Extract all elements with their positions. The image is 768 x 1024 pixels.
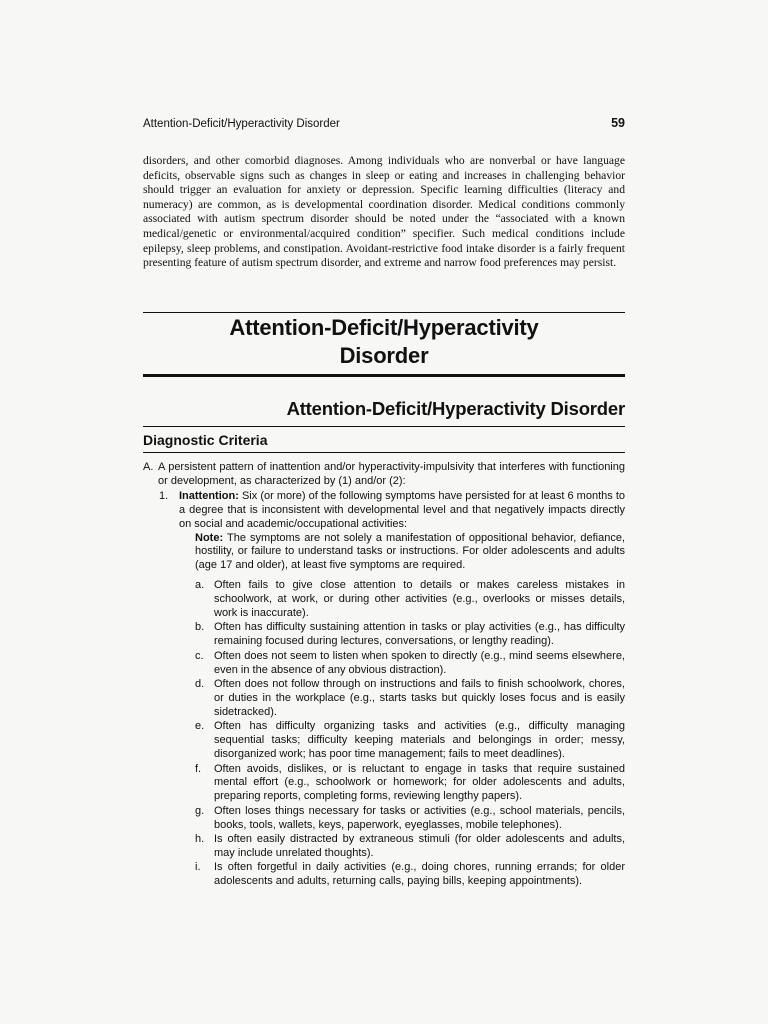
criterion-note: [195, 532, 625, 574]
symptom-marker: e.: [195, 720, 205, 733]
criteria-heading-rule: [143, 452, 625, 453]
criterion-marker: 1.: [159, 489, 169, 502]
disorder-title-rule: [143, 426, 625, 427]
criteria-heading: Diagnostic Criteria: [143, 432, 268, 448]
symptom-item: [195, 720, 625, 762]
symptom-text: Often avoids, dislikes, or is reluctant to engage in tasks that require sustained mental effort (e.g., schoolwork or homework; for older adolescents and adults, preparing reports, completing forms, reviewing lengthy papers).: [214, 762, 625, 803]
symptom-list: [195, 579, 625, 889]
symptom-marker: i.: [195, 861, 201, 874]
symptom-marker: a.: [195, 579, 205, 592]
note-text: The symptoms are not solely a manifestation of oppositional behavior, defiance, hostility, or failure to understand tasks or instructions. For older adolescents and adults (age 17 and older), at least five symptoms are required.: [195, 531, 625, 572]
symptom-marker: d.: [195, 678, 205, 691]
symptom-item: [195, 579, 625, 621]
chapter-bottom-rule: [143, 374, 625, 377]
criterion-a: [143, 461, 625, 489]
criterion-marker: A.: [143, 461, 154, 473]
symptom-marker: b.: [195, 621, 205, 634]
symptom-item: [195, 805, 625, 833]
symptom-item: [195, 621, 625, 649]
symptom-text: Often fails to give close attention to details or makes careless mistakes in schoolwork, at work, or during other activities (e.g., overlooks or misses details, work is inaccurate).: [214, 579, 625, 620]
symptom-item: [195, 678, 625, 720]
symptom-text: Often does not follow through on instructions and fails to finish schoolwork, chores, or duties in the workplace (e.g., starts tasks but quickly loses focus and is easily sidetracked).: [214, 678, 625, 718]
criteria-body: [143, 461, 625, 890]
running-header: [143, 116, 625, 130]
symptom-text: Is often easily distracted by extraneous stimuli (for older adolescents and adults, may include unrelated thoughts).: [214, 833, 625, 859]
note-label: Note:: [195, 531, 224, 544]
symptom-item: [195, 833, 625, 861]
symptom-text: Often loses things necessary for tasks or activities (e.g., school materials, pencils, books, tools, wallets, keys, paperwork, eyeglasses, mobile telephones).: [214, 804, 625, 831]
symptom-marker: g.: [195, 804, 205, 817]
chapter-title: [143, 314, 625, 370]
symptom-marker: f.: [195, 762, 202, 775]
page-number: 59: [611, 116, 625, 130]
symptom-item: [195, 763, 625, 805]
chapter-title-line1: Attention-Deficit/Hyperactivity: [229, 315, 539, 340]
running-header-title: Attention-Deficit/Hyperactivity Disorder: [143, 118, 340, 130]
criterion-label: Inattention:: [179, 489, 239, 502]
symptom-text: Often does not seem to listen when spoken to directly (e.g., mind seems elsewhere, even in the absence of any obvious distraction).: [214, 649, 625, 676]
symptom-item: [195, 861, 625, 889]
criterion-text: A persistent pattern of inattention and/or hyperactivity-impulsivity that interferes with functioning or development, as characterized by (1) and/or (2):: [158, 461, 625, 487]
symptom-marker: h.: [195, 833, 205, 846]
disorder-title: Attention-Deficit/Hyperactivity Disorder: [286, 398, 625, 419]
symptom-text: Often has difficulty organizing tasks and activities (e.g., difficulty managing sequential tasks; difficulty keeping materials and belongings in order; messy, disorganized work; has poor time management; fails to meet deadlines).: [214, 720, 625, 761]
criterion-text: Six (or more) of the following symptoms have persisted for at least 6 months to a degree that is inconsistent with developmental level and that negatively impacts directly on social and academic/occupational activities:: [179, 489, 625, 530]
intro-paragraph: disorders, and other comorbid diagnoses. Among individuals who are nonverbal or have language deficits, observable signs such as changes in sleep or eating and increases in challenging behavior should trigger an evaluation for anxiety or depression. Specific learning difficulties (literacy and numeracy) are common, as is developmental coordination disorder. Medical conditions commonly associated with autism spectrum disorder should be noted under the “associated with a known medical/genetic or environmental/acquired condition” specifier. Such medical conditions include epilepsy, sleep problems, and constipation. Avoidant-restrictive food intake disorder is a fairly frequent presenting feature of autism spectrum disorder, and extreme and narrow food preferences may persist.: [143, 154, 625, 270]
symptom-item: [195, 650, 625, 678]
criterion-1: [159, 490, 625, 889]
symptom-marker: c.: [195, 649, 204, 662]
chapter-top-rule: [143, 312, 625, 313]
chapter-title-line2: Disorder: [339, 343, 429, 368]
symptom-text: Often has difficulty sustaining attention in tasks or play activities (e.g., has difficulty remaining focused during lectures, conversations, or lengthy reading).: [214, 621, 625, 648]
symptom-text: Is often forgetful in daily activities (e.g., doing chores, running errands; for older adolescents and adults, returning calls, paying bills, keeping appointments).: [214, 861, 625, 888]
